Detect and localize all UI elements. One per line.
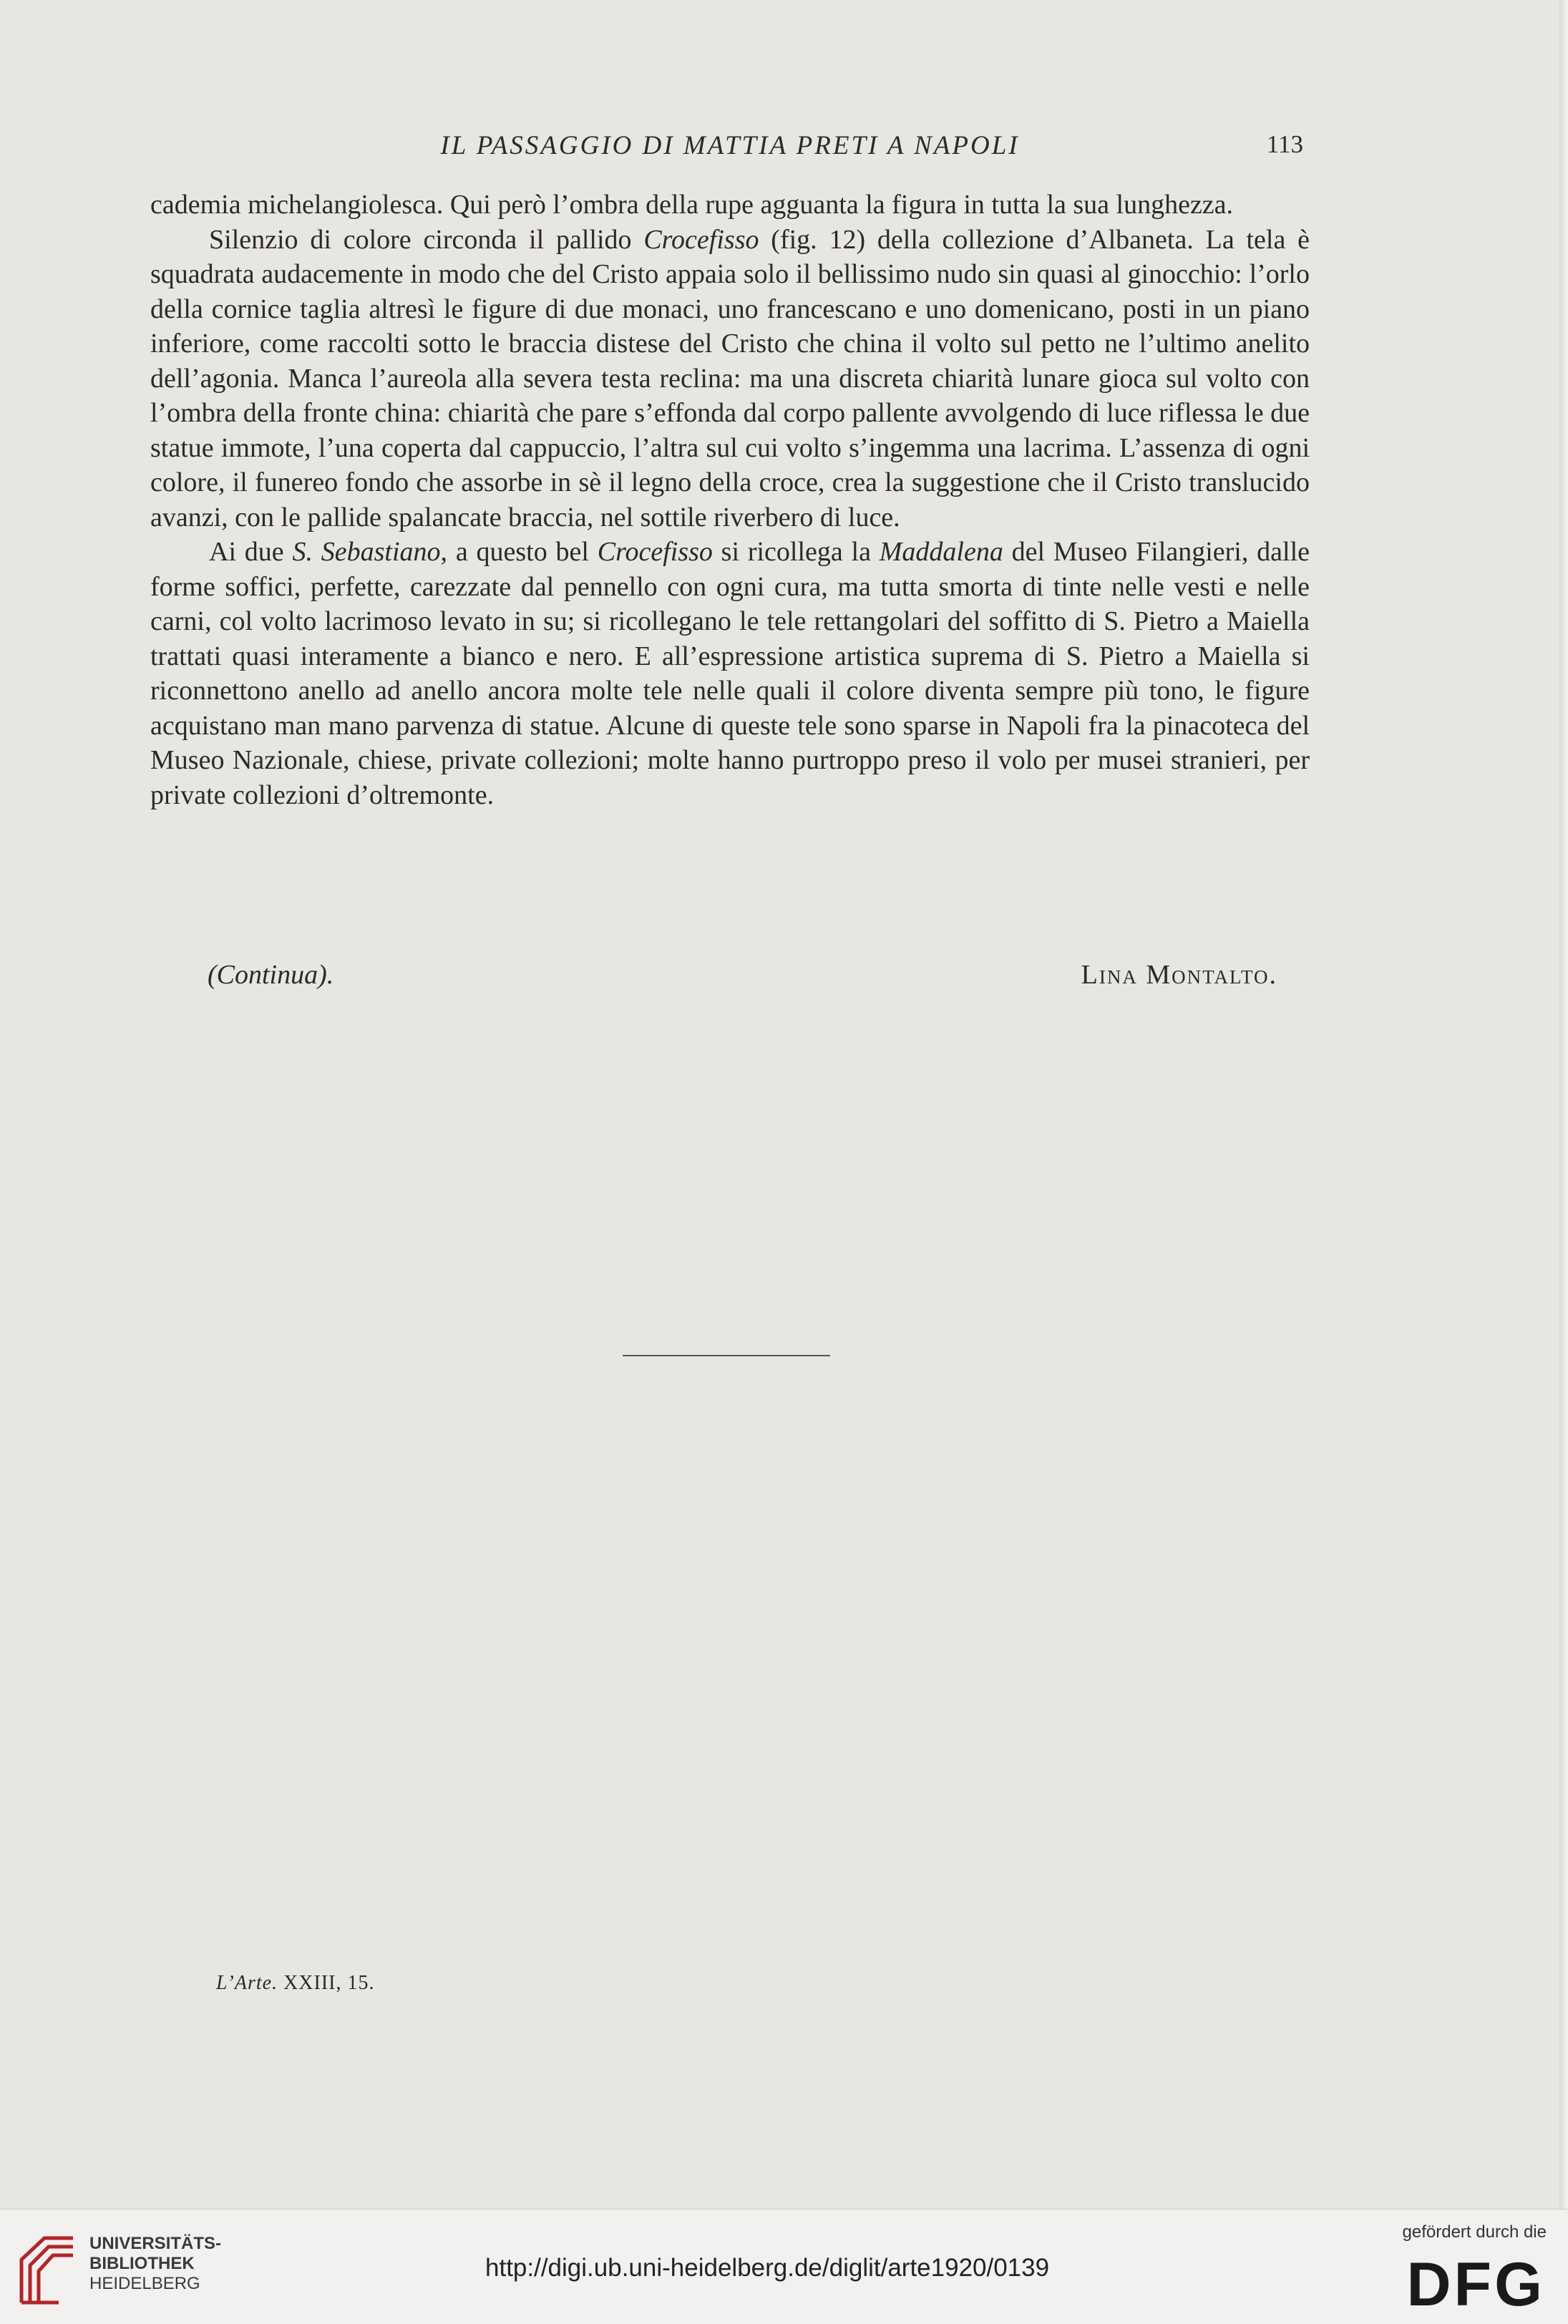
dfg-logo: DFG: [1406, 2250, 1545, 2319]
paragraph-2-text-a: Silenzio di colore circonda il pallido: [209, 224, 644, 255]
section-rule: [623, 1355, 830, 1356]
artwork-title: Crocefisso: [643, 224, 759, 255]
funding-caption: gefördert durch die: [1402, 2222, 1547, 2242]
artwork-title: Maddalena: [879, 537, 1003, 567]
permalink-url[interactable]: http://digi.ub.uni-heidelberg.de/diglit/arte1920/0139: [485, 2254, 1050, 2282]
author-name: Lina Montalto.: [1081, 960, 1277, 990]
paragraph-3: [150, 535, 1310, 812]
journal-volume: XXIII, 15.: [278, 1972, 375, 1994]
paragraph-1: cademia michelangiolesca. Qui però l’ombra della rupe agguanta la figura in tutta la sua lunghezza.: [150, 190, 1234, 220]
paragraph-2: [150, 223, 1310, 535]
paragraph-3-text-a: Ai due: [209, 537, 293, 567]
library-logo-icon: [16, 2231, 80, 2310]
paragraph-3-text-b: , a questo bel: [440, 537, 598, 567]
paragraph-2-text-b: (fig. 12) della collezione d’Albaneta. La tela è squadrata audacemente in modo che del Cristo appaia solo il bellissimo nudo sin quasi al ginocchio: l’orlo della cornice taglia altresì le figure di due monaci, uno francescano e uno domenicano, posti in un piano inferiore, come raccolti sotto le braccia distese del Cristo che china il volto sul petto ne l’ultimo anelito dell’agonia. Manca l’aureola alla severa testa reclina: ma una discreta chiarità lunare gioca sul volto con l’ombra della fronte china: chiarità che pare s’effonda dal corpo pallente avvolgendo di luce riflessa le due statue immote, l’una coperta dal cappuccio, l’altra sul cui volto s’ingemma una lacrima. L’assenza di ogni colore, il funereo fondo che assorbe in sè il legno della croce, crea la suggestione che il Cristo translucido avanzi, con le pallide spalancate braccia, nel sottile riverbero di luce.: [150, 224, 1310, 533]
page-number: 113: [1266, 130, 1303, 158]
paragraph-3-text-c: si ricollega la: [712, 537, 880, 567]
continua-note: (Continua).: [208, 960, 334, 990]
journal-reference: [216, 1972, 375, 1995]
page-edge: [1559, 0, 1568, 2209]
artwork-title: S. Sebastiano: [292, 537, 441, 567]
journal-name: L’Arte.: [216, 1972, 278, 1994]
article-body: [150, 188, 1310, 812]
library-name-line: BIBLIOTHEK: [89, 2254, 195, 2273]
library-name-line: UNIVERSITÄTS-: [89, 2234, 222, 2253]
signature-line: [208, 959, 1277, 991]
artwork-title: Crocefisso: [597, 537, 713, 567]
paragraph-3-text-d: del Museo Filangieri, dalle forme soffici, perfette, carezzate dal pennello con ogni cura, ma tutta smorta di tinte nelle vesti e nelle carni, col volto lacrimoso levato in su; si ricollegano le tele rettangolari del soffitto di S. Pietro a Maiella trattati quasi interamente a bianco e nero. E all’espressione artistica suprema di S. Pietro a Maiella si riconnettono anello ad anello ancora molte tele nelle quali il colore diventa sempre più tono, le figure acquistano man mano parvenza di statue. Alcune di queste tele sono sparse in Napoli fra la pinacoteca del Museo Nazionale, chiese, private collezioni; molte hanno purtroppo preso il volo per musei stranieri, per private collezioni d’oltremonte.: [150, 537, 1310, 810]
viewer-footer-bar: [0, 2209, 1568, 2324]
running-title: IL PASSAGGIO DI MATTIA PRETI A NAPOLI: [440, 131, 1020, 160]
library-name: [89, 2234, 221, 2294]
library-name-line: HEIDELBERG: [89, 2274, 200, 2293]
